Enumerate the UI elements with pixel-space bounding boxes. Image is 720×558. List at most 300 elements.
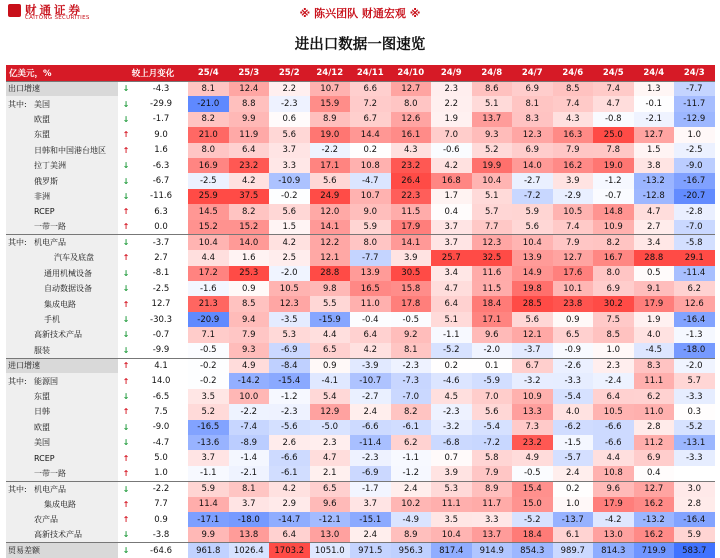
data-cell: -4.2 bbox=[593, 512, 634, 527]
data-cell: 4.3 bbox=[553, 112, 594, 127]
data-cell: 5.3 bbox=[431, 481, 472, 496]
change-value: 9.0 bbox=[134, 127, 188, 142]
change-value: -3.7 bbox=[134, 235, 188, 250]
data-cell: 5.9 bbox=[512, 204, 553, 219]
data-cell: 817.4 bbox=[431, 543, 472, 558]
data-cell: 6.5 bbox=[310, 481, 351, 496]
data-cell: 0.7 bbox=[431, 450, 472, 465]
data-cell: 5.6 bbox=[472, 404, 513, 419]
data-cell: 14.0 bbox=[512, 158, 553, 173]
data-cell: 28.5 bbox=[512, 296, 553, 311]
data-cell: 0.9 bbox=[310, 358, 351, 373]
data-cell: 3.3 bbox=[269, 158, 310, 173]
data-cell: 11.1 bbox=[634, 373, 675, 388]
row-label bbox=[6, 389, 118, 404]
change-value: -2.2 bbox=[134, 481, 188, 496]
data-cell: 11.4 bbox=[188, 497, 229, 512]
change-value: -6.3 bbox=[134, 158, 188, 173]
data-cell: 4.9 bbox=[229, 358, 270, 373]
change-value: 6.3 bbox=[134, 204, 188, 219]
data-cell: 5.9 bbox=[674, 527, 715, 542]
data-cell: 5.4 bbox=[310, 389, 351, 404]
data-cell: 3.5 bbox=[188, 389, 229, 404]
data-cell: -1.2 bbox=[269, 389, 310, 404]
month-header: 25/4 bbox=[188, 65, 229, 81]
data-cell: -6.6 bbox=[593, 435, 634, 450]
change-value: -3.8 bbox=[134, 527, 188, 542]
arrow-down-icon: ↓ bbox=[118, 543, 134, 558]
data-cell: 19.0 bbox=[593, 158, 634, 173]
data-cell: 6.7 bbox=[512, 358, 553, 373]
data-cell: -14.2 bbox=[229, 373, 270, 388]
data-cell: -0.6 bbox=[431, 143, 472, 158]
data-cell: -1.1 bbox=[431, 327, 472, 342]
data-cell: 0.2 bbox=[553, 481, 594, 496]
table-body bbox=[6, 81, 715, 558]
row-label bbox=[6, 497, 118, 512]
data-cell: 2.4 bbox=[350, 404, 391, 419]
month-header: 25/2 bbox=[269, 65, 310, 81]
data-cell: 3.7 bbox=[431, 235, 472, 250]
data-cell: 961.8 bbox=[188, 543, 229, 558]
data-cell: 18.4 bbox=[512, 527, 553, 542]
data-cell: 17.1 bbox=[472, 312, 513, 327]
data-cell: -3.5 bbox=[269, 312, 310, 327]
data-cell: 15.2 bbox=[229, 220, 270, 235]
data-cell: 1.5 bbox=[269, 220, 310, 235]
change-value: 14.0 bbox=[134, 373, 188, 388]
data-cell: -2.3 bbox=[431, 404, 472, 419]
row-label bbox=[6, 543, 118, 558]
data-cell: 2.4 bbox=[350, 527, 391, 542]
data-cell: -3.7 bbox=[512, 343, 553, 358]
data-cell: -1.2 bbox=[593, 173, 634, 188]
data-cell: -2.7 bbox=[512, 173, 553, 188]
data-cell: 16.9 bbox=[188, 158, 229, 173]
data-cell: 23.8 bbox=[553, 296, 594, 311]
data-cell: 9.8 bbox=[310, 281, 351, 296]
month-header: 24/8 bbox=[472, 65, 513, 81]
data-cell: 15.2 bbox=[188, 220, 229, 235]
data-cell: 10.1 bbox=[553, 281, 594, 296]
data-cell: 26.4 bbox=[391, 173, 432, 188]
data-cell: -1.3 bbox=[674, 327, 715, 342]
data-cell: -2.7 bbox=[350, 389, 391, 404]
data-cell: 9.1 bbox=[634, 281, 675, 296]
data-cell: -1.7 bbox=[350, 481, 391, 496]
data-cell: 8.2 bbox=[188, 112, 229, 127]
data-cell: 4.2 bbox=[269, 235, 310, 250]
data-cell: -5.9 bbox=[472, 373, 513, 388]
data-cell: 0.1 bbox=[472, 358, 513, 373]
data-cell: -10.7 bbox=[350, 373, 391, 388]
data-cell: -2.8 bbox=[674, 204, 715, 219]
data-cell: 4.0 bbox=[553, 404, 594, 419]
row-label bbox=[6, 96, 118, 111]
row-name: 通用机械设备 bbox=[44, 268, 92, 278]
data-cell: 19.9 bbox=[472, 158, 513, 173]
data-cell: 11.5 bbox=[391, 204, 432, 219]
data-cell: -20.7 bbox=[674, 189, 715, 204]
empty-cell bbox=[674, 466, 715, 481]
data-cell: 12.6 bbox=[391, 112, 432, 127]
change-value: -0.7 bbox=[134, 327, 188, 342]
data-cell: 3.4 bbox=[634, 235, 675, 250]
data-cell: 5.8 bbox=[472, 450, 513, 465]
row-label bbox=[6, 250, 118, 265]
data-cell: 11.7 bbox=[472, 497, 513, 512]
data-cell: 6.5 bbox=[310, 343, 351, 358]
data-cell: 6.2 bbox=[634, 389, 675, 404]
data-cell: 7.4 bbox=[553, 96, 594, 111]
data-cell: 12.6 bbox=[674, 296, 715, 311]
data-cell: -2.2 bbox=[310, 143, 351, 158]
row-label bbox=[6, 112, 118, 127]
month-header: 24/10 bbox=[391, 65, 432, 81]
data-cell: 9.4 bbox=[229, 312, 270, 327]
arrow-down-icon: ↓ bbox=[118, 343, 134, 358]
month-header: 24/7 bbox=[512, 65, 553, 81]
data-cell: 10.7 bbox=[310, 81, 351, 96]
data-cell: 24.9 bbox=[310, 189, 351, 204]
data-cell: 3.7 bbox=[269, 143, 310, 158]
row-label bbox=[6, 81, 118, 96]
data-cell: -6.6 bbox=[350, 420, 391, 435]
data-cell: -20.9 bbox=[188, 312, 229, 327]
data-cell: 30.5 bbox=[391, 266, 432, 281]
data-cell: -21.0 bbox=[188, 96, 229, 111]
data-cell: -17.1 bbox=[188, 512, 229, 527]
data-cell: 12.7 bbox=[553, 250, 594, 265]
row-label bbox=[6, 435, 118, 450]
change-value: -11.6 bbox=[134, 189, 188, 204]
data-cell: 10.5 bbox=[593, 404, 634, 419]
data-cell: 9.3 bbox=[229, 343, 270, 358]
data-cell: 8.9 bbox=[391, 527, 432, 542]
data-cell: -2.1 bbox=[229, 466, 270, 481]
data-cell: 7.4 bbox=[593, 81, 634, 96]
team-banner: ※ 陈兴团队 财通宏观 ※ bbox=[299, 7, 421, 20]
data-cell: 4.7 bbox=[593, 96, 634, 111]
arrow-up-icon: ↑ bbox=[118, 220, 134, 235]
data-cell: -11.4 bbox=[674, 266, 715, 281]
data-cell: 10.0 bbox=[229, 389, 270, 404]
data-cell: 2.4 bbox=[391, 481, 432, 496]
data-cell: 16.2 bbox=[634, 497, 675, 512]
change-value: 4.1 bbox=[134, 358, 188, 373]
data-cell: -4.5 bbox=[634, 343, 675, 358]
table-header-row bbox=[6, 65, 715, 81]
data-cell: 3.3 bbox=[472, 512, 513, 527]
data-cell: -5.4 bbox=[472, 420, 513, 435]
arrow-down-icon: ↓ bbox=[118, 420, 134, 435]
data-cell: 13.9 bbox=[350, 266, 391, 281]
arrow-down-icon: ↓ bbox=[118, 158, 134, 173]
table-row bbox=[6, 466, 715, 481]
data-cell: -8.9 bbox=[229, 435, 270, 450]
data-cell: 12.9 bbox=[310, 404, 351, 419]
change-header: 较上月变化 bbox=[118, 65, 188, 81]
data-cell: 14.9 bbox=[512, 266, 553, 281]
data-cell: 17.2 bbox=[188, 266, 229, 281]
data-cell: 9.6 bbox=[593, 481, 634, 496]
data-cell: 12.7 bbox=[634, 127, 675, 142]
data-cell: 30.2 bbox=[593, 296, 634, 311]
row-name: 服装 bbox=[34, 345, 50, 355]
row-name: 一带一路 bbox=[34, 468, 66, 478]
data-cell: 13.0 bbox=[593, 527, 634, 542]
data-cell: 16.2 bbox=[634, 527, 675, 542]
data-cell: 1.6 bbox=[229, 250, 270, 265]
data-cell: 1026.4 bbox=[229, 543, 270, 558]
data-cell: 28.8 bbox=[310, 266, 351, 281]
data-cell: 0.3 bbox=[674, 404, 715, 419]
data-cell: -8.4 bbox=[269, 358, 310, 373]
data-cell: 5.6 bbox=[310, 173, 351, 188]
data-cell: 4.4 bbox=[188, 250, 229, 265]
data-cell: -11.7 bbox=[674, 96, 715, 111]
data-cell: 8.0 bbox=[593, 266, 634, 281]
arrow-up-icon: ↑ bbox=[118, 404, 134, 419]
data-cell: 10.4 bbox=[188, 235, 229, 250]
arrow-up-icon: ↑ bbox=[118, 450, 134, 465]
data-cell: -13.2 bbox=[634, 173, 675, 188]
data-cell: 15.9 bbox=[310, 96, 351, 111]
data-cell: 6.7 bbox=[350, 112, 391, 127]
data-cell: 5.6 bbox=[512, 220, 553, 235]
data-cell: 1703.2 bbox=[269, 543, 310, 558]
data-cell: 12.3 bbox=[512, 127, 553, 142]
change-value: 12.7 bbox=[134, 296, 188, 311]
data-cell: 10.4 bbox=[472, 173, 513, 188]
data-cell: 7.3 bbox=[512, 420, 553, 435]
data-cell: -7.2 bbox=[512, 189, 553, 204]
arrow-down-icon: ↓ bbox=[118, 327, 134, 342]
data-cell: -0.1 bbox=[634, 96, 675, 111]
row-prefix: 其中: bbox=[8, 99, 27, 109]
row-label bbox=[6, 127, 118, 142]
data-cell: -2.3 bbox=[350, 450, 391, 465]
data-cell: 8.0 bbox=[391, 96, 432, 111]
data-cell: 22.3 bbox=[391, 189, 432, 204]
data-cell: 0.9 bbox=[553, 312, 594, 327]
data-cell: 6.4 bbox=[350, 327, 391, 342]
data-cell: -1.1 bbox=[391, 450, 432, 465]
row-label bbox=[6, 420, 118, 435]
row-label bbox=[6, 296, 118, 311]
data-cell: 0.9 bbox=[229, 281, 270, 296]
data-cell: 5.7 bbox=[472, 204, 513, 219]
data-cell: 9.9 bbox=[188, 527, 229, 542]
data-cell: 1.9 bbox=[634, 312, 675, 327]
data-cell: 10.9 bbox=[512, 389, 553, 404]
month-header: 24/11 bbox=[350, 65, 391, 81]
data-cell: 14.0 bbox=[229, 235, 270, 250]
data-cell: 3.7 bbox=[188, 450, 229, 465]
data-cell: 16.7 bbox=[593, 250, 634, 265]
data-cell: 12.7 bbox=[634, 481, 675, 496]
data-cell: 17.8 bbox=[391, 296, 432, 311]
change-value: 0.9 bbox=[134, 512, 188, 527]
data-cell: 4.3 bbox=[391, 143, 432, 158]
trade-data-table bbox=[6, 65, 715, 558]
data-cell: 4.7 bbox=[310, 450, 351, 465]
row-label bbox=[6, 281, 118, 296]
change-value: 7.5 bbox=[134, 404, 188, 419]
data-cell: 10.8 bbox=[593, 466, 634, 481]
data-cell: 6.9 bbox=[512, 143, 553, 158]
data-cell: -2.6 bbox=[553, 358, 594, 373]
data-cell: 8.1 bbox=[188, 81, 229, 96]
row-name: 能源国 bbox=[34, 376, 58, 386]
data-cell: 16.3 bbox=[553, 127, 594, 142]
data-cell: 11.6 bbox=[472, 266, 513, 281]
arrow-up-icon: ↑ bbox=[118, 250, 134, 265]
table-row bbox=[6, 158, 715, 173]
arrow-up-icon: ↑ bbox=[118, 373, 134, 388]
data-cell: -6.1 bbox=[391, 420, 432, 435]
data-cell: 2.3 bbox=[310, 435, 351, 450]
row-label bbox=[6, 481, 118, 496]
month-header: 24/4 bbox=[634, 65, 675, 81]
data-cell: -3.3 bbox=[674, 389, 715, 404]
data-cell: 4.7 bbox=[634, 204, 675, 219]
data-cell: 4.2 bbox=[229, 173, 270, 188]
data-cell: -13.6 bbox=[188, 435, 229, 450]
data-cell: 8.0 bbox=[350, 235, 391, 250]
data-cell: 1.5 bbox=[634, 143, 675, 158]
table-row bbox=[6, 81, 715, 96]
data-cell: 3.7 bbox=[229, 497, 270, 512]
row-label bbox=[6, 327, 118, 342]
data-cell: 19.8 bbox=[512, 281, 553, 296]
data-cell: -0.8 bbox=[593, 112, 634, 127]
arrow-down-icon: ↓ bbox=[118, 173, 134, 188]
data-cell: 25.0 bbox=[593, 127, 634, 142]
data-cell: -0.7 bbox=[593, 189, 634, 204]
data-cell: 6.2 bbox=[674, 281, 715, 296]
data-cell: -18.0 bbox=[674, 343, 715, 358]
data-cell: -5.2 bbox=[512, 512, 553, 527]
row-name: 东盟 bbox=[34, 130, 50, 140]
data-cell: 9.3 bbox=[472, 127, 513, 142]
data-cell: 1.0 bbox=[553, 497, 594, 512]
arrow-down-icon: ↓ bbox=[118, 112, 134, 127]
data-cell: 12.7 bbox=[391, 81, 432, 96]
row-name: 汽车及底盘 bbox=[54, 253, 94, 263]
data-cell: -5.8 bbox=[674, 235, 715, 250]
data-cell: -2.3 bbox=[269, 404, 310, 419]
data-cell: 2.4 bbox=[553, 466, 594, 481]
data-cell: 13.8 bbox=[229, 527, 270, 542]
data-cell: -3.3 bbox=[674, 450, 715, 465]
data-cell: 5.3 bbox=[269, 327, 310, 342]
unit-header: 亿美元，% bbox=[6, 65, 118, 81]
data-cell: -6.8 bbox=[431, 435, 472, 450]
data-cell: -6.1 bbox=[269, 466, 310, 481]
data-cell: 11.2 bbox=[634, 435, 675, 450]
data-cell: -12.9 bbox=[674, 112, 715, 127]
change-value: 1.0 bbox=[134, 466, 188, 481]
arrow-up-icon: ↑ bbox=[118, 143, 134, 158]
data-cell: -6.6 bbox=[593, 420, 634, 435]
data-cell: 21.3 bbox=[188, 296, 229, 311]
data-cell: 5.1 bbox=[472, 189, 513, 204]
data-cell: -16.4 bbox=[674, 512, 715, 527]
arrow-down-icon: ↓ bbox=[118, 389, 134, 404]
data-cell: 9.6 bbox=[310, 497, 351, 512]
data-cell: -14.7 bbox=[269, 512, 310, 527]
data-cell: 5.6 bbox=[269, 127, 310, 142]
change-value: -4.3 bbox=[134, 81, 188, 96]
data-cell: -5.7 bbox=[553, 450, 594, 465]
arrow-up-icon: ↑ bbox=[118, 296, 134, 311]
data-cell: 4.2 bbox=[350, 343, 391, 358]
data-cell: 5.5 bbox=[310, 296, 351, 311]
data-cell: 11.0 bbox=[350, 296, 391, 311]
data-cell: 17.6 bbox=[553, 266, 594, 281]
data-cell: -1.1 bbox=[188, 466, 229, 481]
data-cell: 0.4 bbox=[634, 466, 675, 481]
data-cell: 23.2 bbox=[512, 435, 553, 450]
data-cell: 4.7 bbox=[431, 281, 472, 296]
data-cell: -2.0 bbox=[269, 266, 310, 281]
data-cell: 25.7 bbox=[431, 250, 472, 265]
data-cell: 17.1 bbox=[310, 158, 351, 173]
data-cell: 13.3 bbox=[512, 404, 553, 419]
data-cell: 2.5 bbox=[269, 250, 310, 265]
row-label bbox=[6, 450, 118, 465]
data-cell: 2.1 bbox=[310, 466, 351, 481]
data-cell: 0.2 bbox=[350, 143, 391, 158]
arrow-down-icon: ↓ bbox=[118, 235, 134, 250]
data-cell: 12.1 bbox=[310, 250, 351, 265]
row-name: 集成电路 bbox=[44, 299, 76, 309]
data-cell: 6.2 bbox=[391, 435, 432, 450]
month-header: 24/5 bbox=[593, 65, 634, 81]
data-cell: 5.6 bbox=[269, 204, 310, 219]
data-cell: 8.3 bbox=[512, 112, 553, 127]
data-cell: -1.6 bbox=[188, 281, 229, 296]
data-cell: 13.9 bbox=[512, 250, 553, 265]
data-cell: 10.4 bbox=[431, 527, 472, 542]
data-cell: -0.5 bbox=[512, 466, 553, 481]
data-cell: 6.4 bbox=[593, 389, 634, 404]
data-cell: 2.2 bbox=[269, 81, 310, 96]
data-cell: 914.9 bbox=[472, 543, 513, 558]
table-row bbox=[6, 543, 715, 558]
data-cell: 5.2 bbox=[188, 404, 229, 419]
data-cell: 12.4 bbox=[229, 81, 270, 96]
data-cell: -6.6 bbox=[269, 450, 310, 465]
row-name: 欧盟 bbox=[34, 114, 50, 124]
table-row bbox=[6, 343, 715, 358]
row-label bbox=[6, 173, 118, 188]
logo-en-text: CAITONG SECURITIES bbox=[25, 15, 90, 21]
change-value: -2.5 bbox=[134, 281, 188, 296]
arrow-down-icon: ↓ bbox=[118, 96, 134, 111]
data-cell: 5.7 bbox=[674, 373, 715, 388]
month-header: 24/12 bbox=[310, 65, 351, 81]
row-label bbox=[6, 235, 118, 250]
row-label bbox=[6, 189, 118, 204]
table-row bbox=[6, 96, 715, 111]
row-label bbox=[6, 312, 118, 327]
data-cell: -2.0 bbox=[472, 343, 513, 358]
table-row bbox=[6, 312, 715, 327]
data-cell: -15.9 bbox=[310, 312, 351, 327]
data-cell: -16.4 bbox=[674, 312, 715, 327]
